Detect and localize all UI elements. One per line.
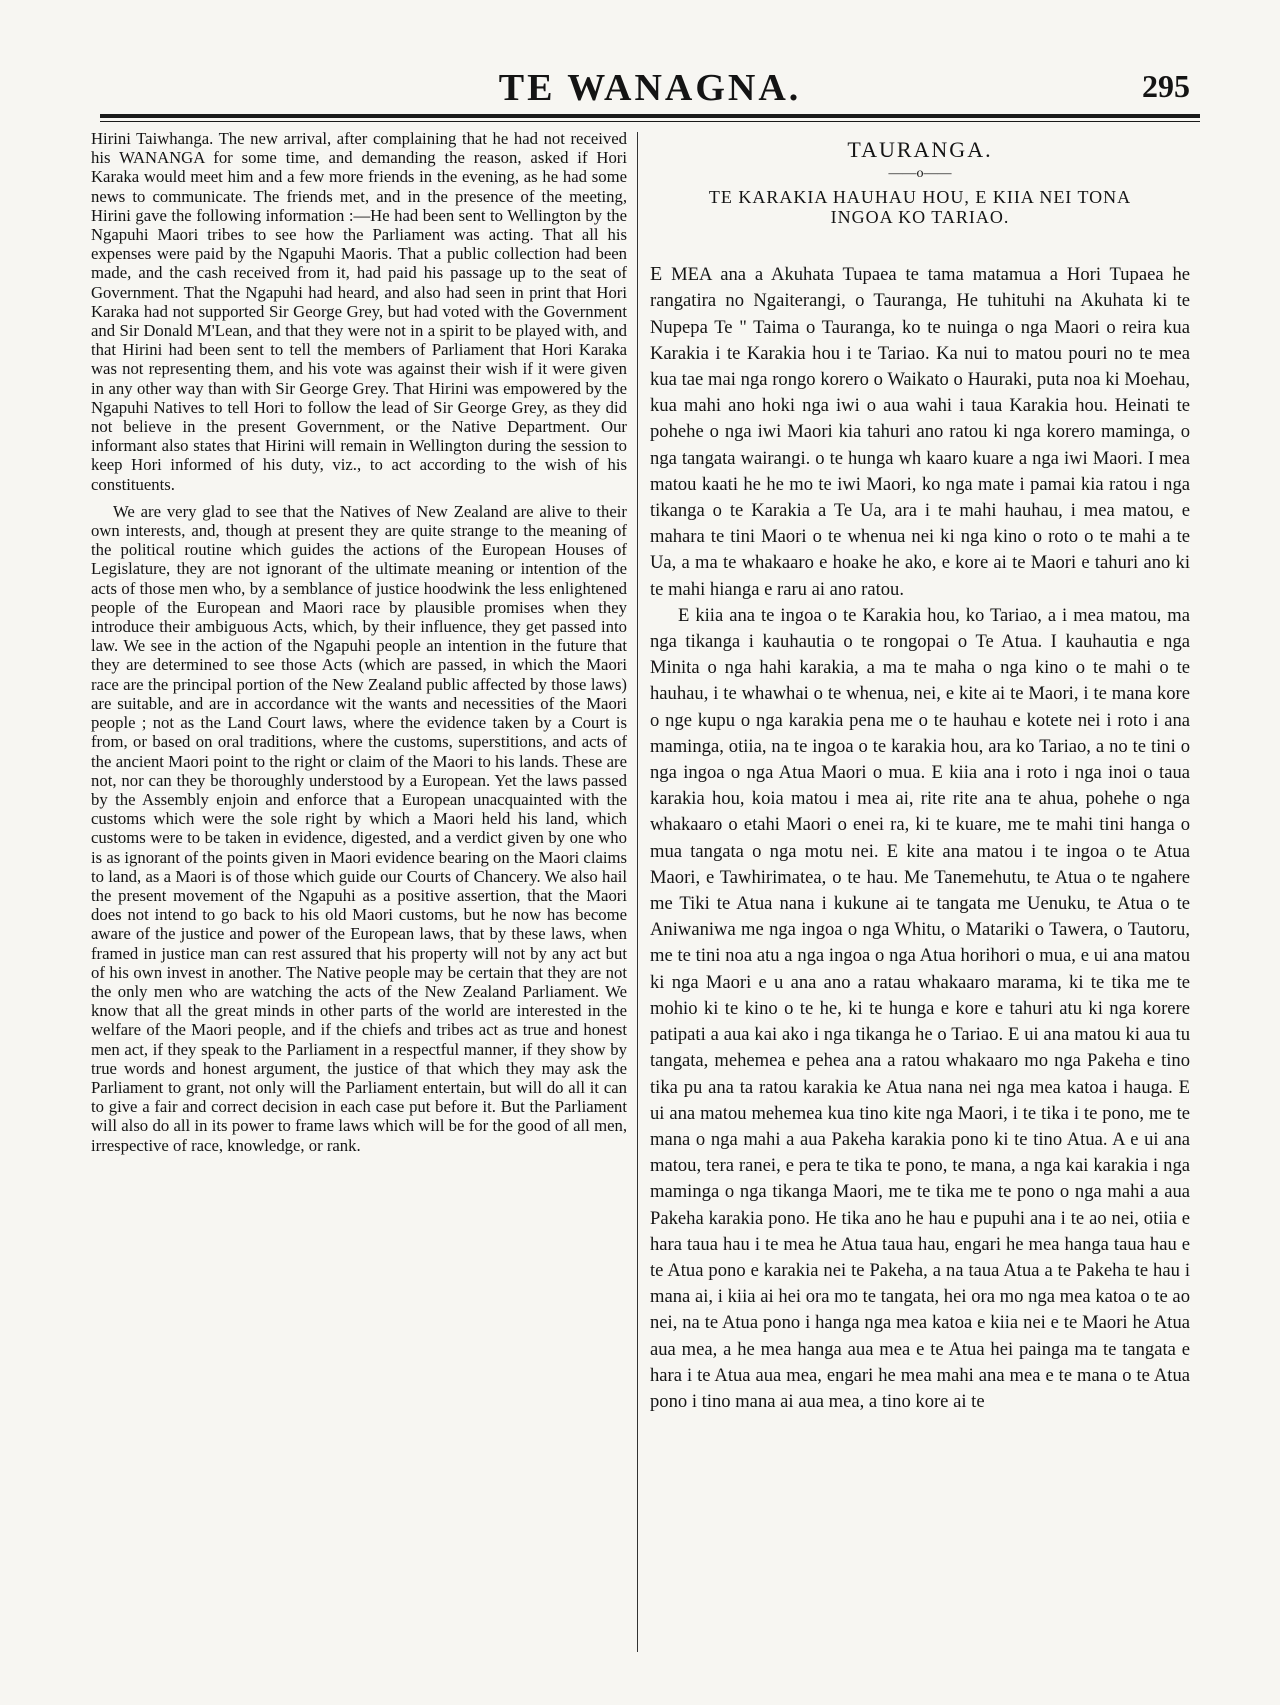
drop-cap: E <box>650 263 663 286</box>
title-flourish: ——o—— <box>888 166 952 182</box>
right-paragraph-1 <box>650 261 1190 603</box>
left-paragraph-1: Hirini Taiwhanga. The new arrival, after complaining that he had not received his WANANGA for some time, and demanding the reason, asked if Hori Karaka would meet him and a few more friends in the evening, as he had some news to communicate. The friends met, and in the presence of the meeting, Hirini gave the following information :—He had been sent to Wellington by the Ngapuhi Maori tribes to see how the Parliament was acting. That all his expenses were paid by the Ngapuhi Maoris. That a public collection had been made, and the cash received from it, had paid his passage up to the seat of Government. That the Ngapuhi had heard, and also had seen in print that Hori Karaka had not supported Sir George Grey, but had voted with the Government and Sir Donald M'Lean, and that they were not in a spirit to be played with, and that Hirini had been sent to tell the members of Parliament that Hori Karaka was not representing them, and his vote was against their wish if it were given in any other way than with Sir George Grey. That Hirini was empowered by the Ngapuhi Natives to tell Hori to follow the lead of Sir George Grey, as they did not believe in the present Government, or the Native Department. Our informant also states that Hirini will remain in Wellington during the session to keep Hori informed of his duty, viz., to act according to the wish of his constituents. <box>91 129 627 494</box>
newspaper-title: TE WANAGNA. <box>498 67 802 109</box>
page-number: 295 <box>1142 68 1190 104</box>
left-paragraph-2: We are very glad to see that the Natives of New Zealand are alive to their own interests, and, though at present they are quite strange to the meaning of the political routine which guides the actions of the European Houses of Legislature, they are not ignorant of the ultimate meaning or intention of the acts of those men who, by a semblance of justice hoodwink the less enlightened people of the European and Maori race by plausible promises when they introduce their ambiguous Acts, which, by their influence, they get passed into law. We see in the action of the Ngapuhi people an intention in the future that they are determined to see those Acts (which are passed, in which the Maori race are the principal portion of the New Zealand public affected by those laws) are suitable, and are in accordance wit the wants and necessities of the Maori people ; not as the Land Court laws, where the evidence taken by a Court is from, or based on oral traditions, where the customs, superstitions, and acts of the ancient Maori point to the right or claim of the Maori to his lands. These are not, nor can they be thoroughly understood by a European. Yet the laws passed by the Assembly enjoin and enforce that a European unacquainted with the customs which were the sole right by which a Maori held his land, which customs were to be taken in evidence, digested, and a verdict given by one who is as ignorant of the points given in Maori evidence bearing on the Maori claims to land, as a Maori is of those which guide our Courts of Chancery. We also hail the present movement of the Ngapuhi as a positive assertion, that the Maori does not intend to go back to his old Maori customs, but he now has become aware of the justice and power of the European laws, that by these laws, when framed in justice man can rest assured that his property will not by any act but of his own invest in another. The Native people may be certain that they are not the only men who are watching the acts of the New Zealand Parliament. We know that all the great minds in other parts of the world are interested in the welfare of the Maori people, and if the chiefs and tribes act as true and honest men act, if they speak to the Parliament in a respectful manner, if they show by true words and honest argument, the justice of that which they may ask the Parliament to grant, not only will the Parliament entertain, but will do all it can to give a fair and correct decision in each case put before it. But the Parliament will also do all in its power to frame laws which will be for the good of all men, irrespective of race, knowledge, or rank. <box>91 501 627 1155</box>
masthead <box>100 66 1200 128</box>
column-divider <box>637 132 638 1652</box>
section-title: TAURANGA. <box>847 137 993 162</box>
right-paragraph-2: E kiia ana te ingoa o te Karakia hou, ko Tariao, a i mea matou, ma nga tikanga i kauhautia o te rongopai o Te Atua. I kauhautia e nga Minita o nga hahi karakia, a ma te maha o nga kino o te mahi o te hauhau, i te whawhai o te whenua, nei, e kite ai te Maori, i te mana kore o nge kupu o nga karakia pena me o te hauhau e kotete nei i roto i ana maminga, otiia, na te ingoa o te karakia hou, ara ko Tariao, a no te tini o nga ingoa o nga Atua Maori o mua. E kiia ana i roto i nga inoi o taua karakia hou, koia matou i mea ai, rite rite ana te ahua, pohehe o nga whakaaro o etahi Maori o enei ra, ki te kuare, me te mahi tini hanga o mua tangata o nga motu nei. E kite ana matou i te ingoa o te Atua Maori, e Tawhirimatea, o te hau. Me Tanemehutu, te Atua o te ngahere me Tiki te Atua nana i kukune ai te tangata me Uenuku, te Atua o te Aniwaniwa me nga ingoa o nga Whitu, o Matariki o Tawera, o Tautoru, me te tini noa atu a nga ingoa o nga Atua horihori o mua, e ui ana matou ki nga Maori e u ana ano a ratau whakaaro marama, ki te tika me te mohio ki te kino o te he, ki te hunga e kore e tahuri atu ki nga korere patipati a aua kai ako i nga tikanga he o Tariao. E ui ana matou ki aua tu tangata, mehemea e pehea ana a ratou whakaaro mo nga Pakeha e tino tika pu ana ta ratou karakia ke Atua nana nei nga mea katoa i hauga. E ui ana matou mehemea kua tino kite nga Maori, i te tika i te pono, me te mana o nga mahi a aua Pakeha karakia pono ki te tino Atua. A e ui ana matou, tera ranei, e pera te tika te pono, te mana, a nga kai karakia i nga maminga o nga tikanga Maori, me te tika me te pono o nga mahi a aua Pakeha karakia pono. He tika ano he hau e pupuhi ana i te ao nei, otiia e hara taua hau i te mea he Atua taua hau, engari he mea hanga taua hau e te Atua pono e karakia nei te Pakeha, a na taua Atua a te Pakeha te hau i mana ai, i kiia ai hei ora mo te tangata, hei ora mo nga mea katoa o te ao nei, na te Atua pono i hanga nga mea katoa e kiia nei e te Maori he Atua aua mea, a he mea hanga aua mea e te Atua hei painga ma te tangata e hara i te Atua aua mea, engari he mea mahi ana mea e te mana o te Atua pono i tino mana ai aua mea, a tino kore ai te <box>650 604 1190 1412</box>
masthead-rule-thin <box>100 121 1200 122</box>
right-column <box>650 129 1190 1654</box>
right-paragraph-1-text: MEA ana a Akuhata Tupaea te tama matamua a Hori Tupaea he rangatira no Ngaiterangi, o Tauranga, He tuhituhi na Akuhata ki te Nupepa Te " Taima o Tauranga, ko te nuinga o nga Maori o reira kua Karakia i te Karakia hou i te Tariao. Ka nui to matou pouri no te mea kua tae mai nga rongo korero o Waikato o Hauraki, puta noa ki Moehau, kua mahi ano hoki nga iwi o aua wahi i taua Karakia hou. Heinati te pohehe o nga iwi Maori kia tahuri ano ratou ki nga korero maminga, o nga tangata wairangi. o te hunga wh kaaro kuare a nga iwi Maori. I mea matou kaati he he mo te iwi Maori, ko nga mate i pamai kia ratou i nga tikanga o te Karakia a Te Ua, ara i te mahi hauhau, i mea matou, e mahara te tini Maori o te whenua nei ki nga kino o roto o te mahi a te Ua, a ma te whakaaro e hoake he ako, e kore ai te Maori e tahuri ano ki te mahi hianga e raru ai ano ratou. <box>650 264 1190 600</box>
left-column <box>91 129 627 1654</box>
article-subtitle: TE KARAKIA HAUHAU HOU, E KIIA NEI TONA INGOA KO TARIAO. <box>708 187 1132 228</box>
masthead-rule-thick <box>100 114 1200 118</box>
